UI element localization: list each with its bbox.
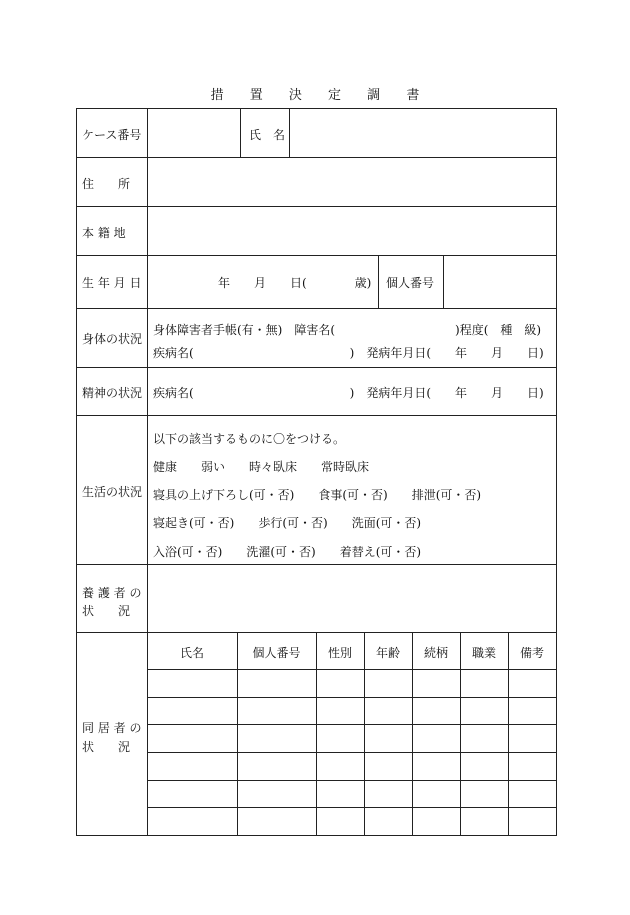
my-number-label: 個人番号	[386, 276, 435, 290]
name-label: 氏 名	[249, 128, 286, 142]
physical-line-1: 身体障害者手帳(有・無) 障害名( )程度( 種 級)	[153, 323, 542, 337]
cohabitant-label-2: 状 況	[82, 740, 131, 754]
birthdate-value: 年 月 日( 歳)	[218, 276, 372, 290]
physical-line-2: 疾病名( ) 発病年月日( 年 月 日)	[153, 346, 544, 360]
cohabitant-header-occupation: 職業	[471, 646, 496, 660]
cohabitant-label-1: 同 居 者 の	[82, 721, 142, 735]
guardian-label-1: 養 護 者 の	[82, 586, 142, 600]
living-line-3: 寝起き(可・否) 歩行(可・否) 洗面(可・否)	[153, 516, 422, 530]
address-label: 住 所	[82, 177, 131, 191]
cohabitant-header-age: 年齢	[375, 646, 400, 660]
living-line-4: 入浴(可・否) 洗濯(可・否) 着替え(可・否)	[153, 545, 422, 559]
cohabitant-header-remarks: 備考	[519, 646, 544, 660]
living-line-2: 寝具の上げ下ろし(可・否) 食事(可・否) 排泄(可・否)	[153, 488, 482, 502]
mental-condition-label: 精神の状況	[82, 386, 143, 400]
cohabitant-header-sex: 性別	[327, 646, 352, 660]
living-line-1: 健康 弱い 時々臥床 常時臥床	[153, 460, 370, 474]
living-intro: 以下の該当するものに〇をつける。	[153, 432, 346, 446]
page-title: 措 置 決 定 調 書	[210, 88, 420, 103]
mental-line-1: 疾病名( ) 発病年月日( 年 月 日)	[153, 386, 544, 400]
domicile-label: 本 籍 地	[82, 226, 126, 240]
birthdate-label: 生 年 月 日	[82, 276, 142, 290]
physical-condition-label: 身体の状況	[82, 332, 143, 346]
cohabitant-header-name: 氏名	[179, 646, 204, 660]
cohabitant-header-relation: 続柄	[423, 646, 448, 660]
living-condition-label: 生活の状況	[82, 485, 143, 499]
cohabitant-header-my-number: 個人番号	[252, 646, 301, 660]
guardian-label-2: 状 況	[82, 604, 131, 618]
case-number-label: ケース番号	[82, 128, 142, 142]
